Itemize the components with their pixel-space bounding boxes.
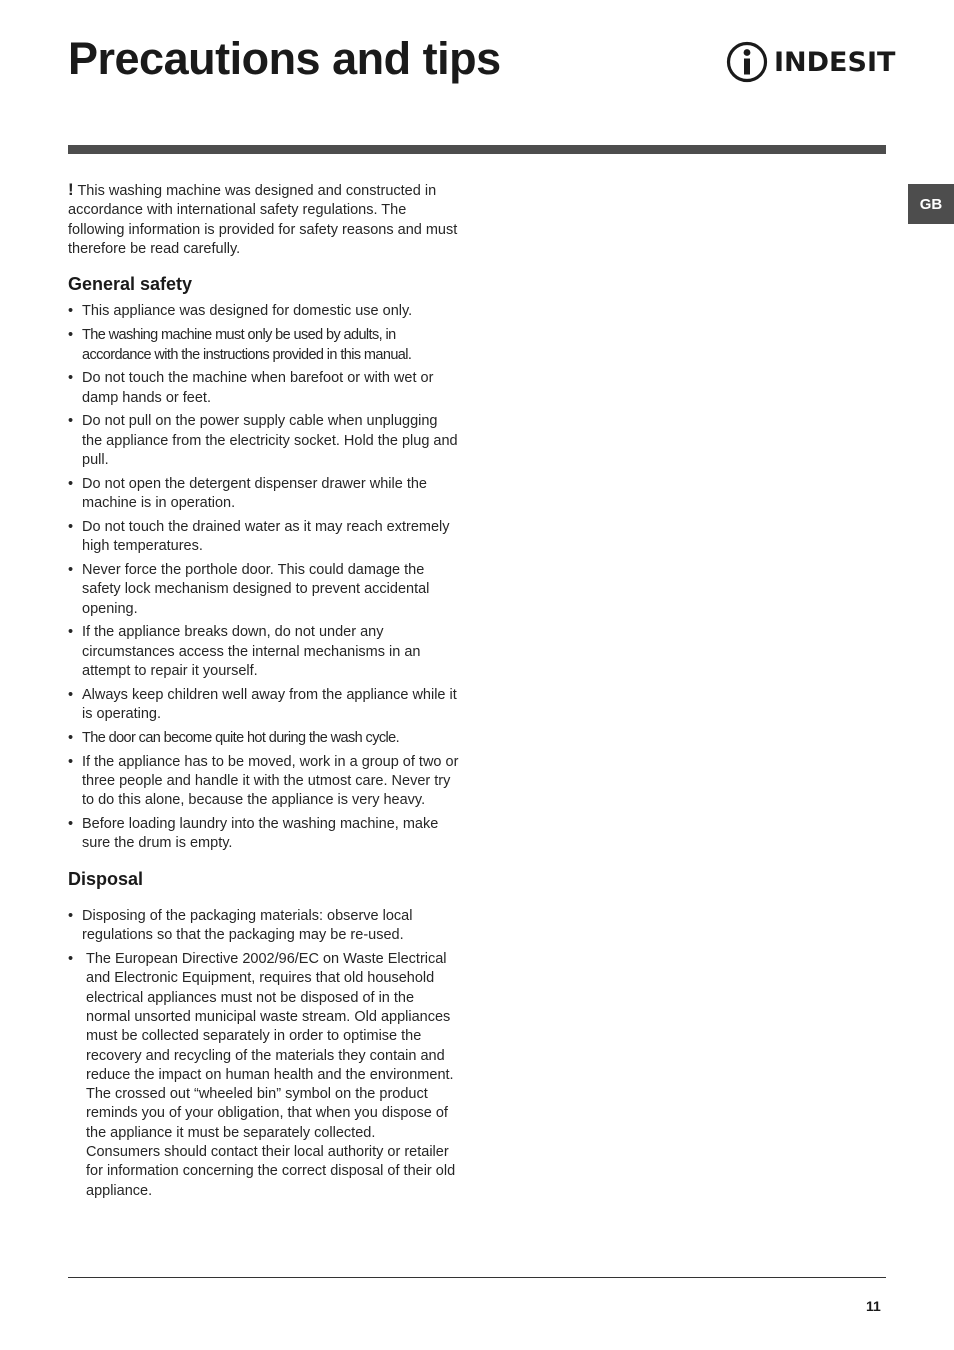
list-item: • Do not pull on the power supply cable when unplugging the appliance from the electricity socket. Hold the plug and pull. (68, 412, 460, 470)
disposal-list (68, 907, 460, 1201)
list-item: • Do not open the detergent dispenser drawer while the machine is in operation. (68, 475, 460, 514)
disposal-heading: Disposal (68, 868, 144, 889)
list-item: • The door can become quite hot during the wash cycle. (68, 729, 460, 748)
list-item: • The washing machine must only be used by adults, in accordance with the instructions provided in this manual. (68, 326, 460, 365)
header-divider (68, 145, 886, 154)
indesit-i-logo-icon (726, 40, 768, 84)
main-column (68, 180, 460, 1205)
intro-paragraph (68, 180, 460, 259)
language-tab-label: GB (919, 195, 943, 213)
warning-mark: ! (68, 180, 74, 199)
weee-directive-text: The European Directive 2002/96/EC on Waste Electrical and Electronic Equipment, requires that old household electrical appliances must not be disposed of in the normal unsorted municipal waste stream. Old appliances must be collected separately in order to optimise the recovery and recycling of the materials they contain and reduce the impact on human health and the environment. The crossed out “wheeled bin” symbol on the product reminds you of your obligation, that when you dispose of the appliance it must be separately collected. (86, 951, 454, 1141)
footer-divider (68, 1277, 886, 1278)
disposal-contact-note: Consumers should contact their local authority or retailer for information concerning the correct disposal of their old appliance. (86, 1144, 456, 1199)
list-item: • Do not touch the drained water as it may reach extremely high temperatures. (68, 518, 460, 557)
list-item: • If the appliance breaks down, do not under any circumstances access the internal mechanisms in an attempt to repair it yourself. (68, 623, 460, 681)
list-item: • This appliance was designed for domestic use only. (68, 302, 460, 321)
disposal-section (68, 870, 460, 1201)
general-safety-list (68, 302, 460, 853)
intro-text: This washing machine was designed and constructed in accordance with international safety regulations. The following information is provided for safety reasons and must therefore be read carefully. (68, 183, 458, 257)
page-title: Precautions and tips (68, 33, 501, 84)
list-item (68, 950, 460, 1201)
list-item: • Do not touch the machine when barefoot or with wet or damp hands or feet. (68, 369, 460, 408)
list-item: • Disposing of the packaging materials: observe local regulations so that the packaging may be re-used. (68, 907, 460, 946)
general-safety-heading: General safety (68, 274, 193, 295)
list-item: • If the appliance has to be moved, work in a group of two or three people and handle it with the utmost care. Never try to do this alone, because the appliance is very heavy. (68, 753, 460, 811)
list-item: • Before loading laundry into the washing machine, make sure the drum is empty. (68, 815, 460, 854)
brand-wordmark: INDESIT (774, 46, 896, 78)
page-number: 11 (866, 1298, 881, 1314)
list-item: • Always keep children well away from the appliance while it is operating. (68, 686, 460, 725)
language-tab (908, 184, 954, 224)
list-item: • Never force the porthole door. This could damage the safety lock mechanism designed to prevent accidental opening. (68, 561, 460, 619)
brand-logo (726, 40, 895, 84)
